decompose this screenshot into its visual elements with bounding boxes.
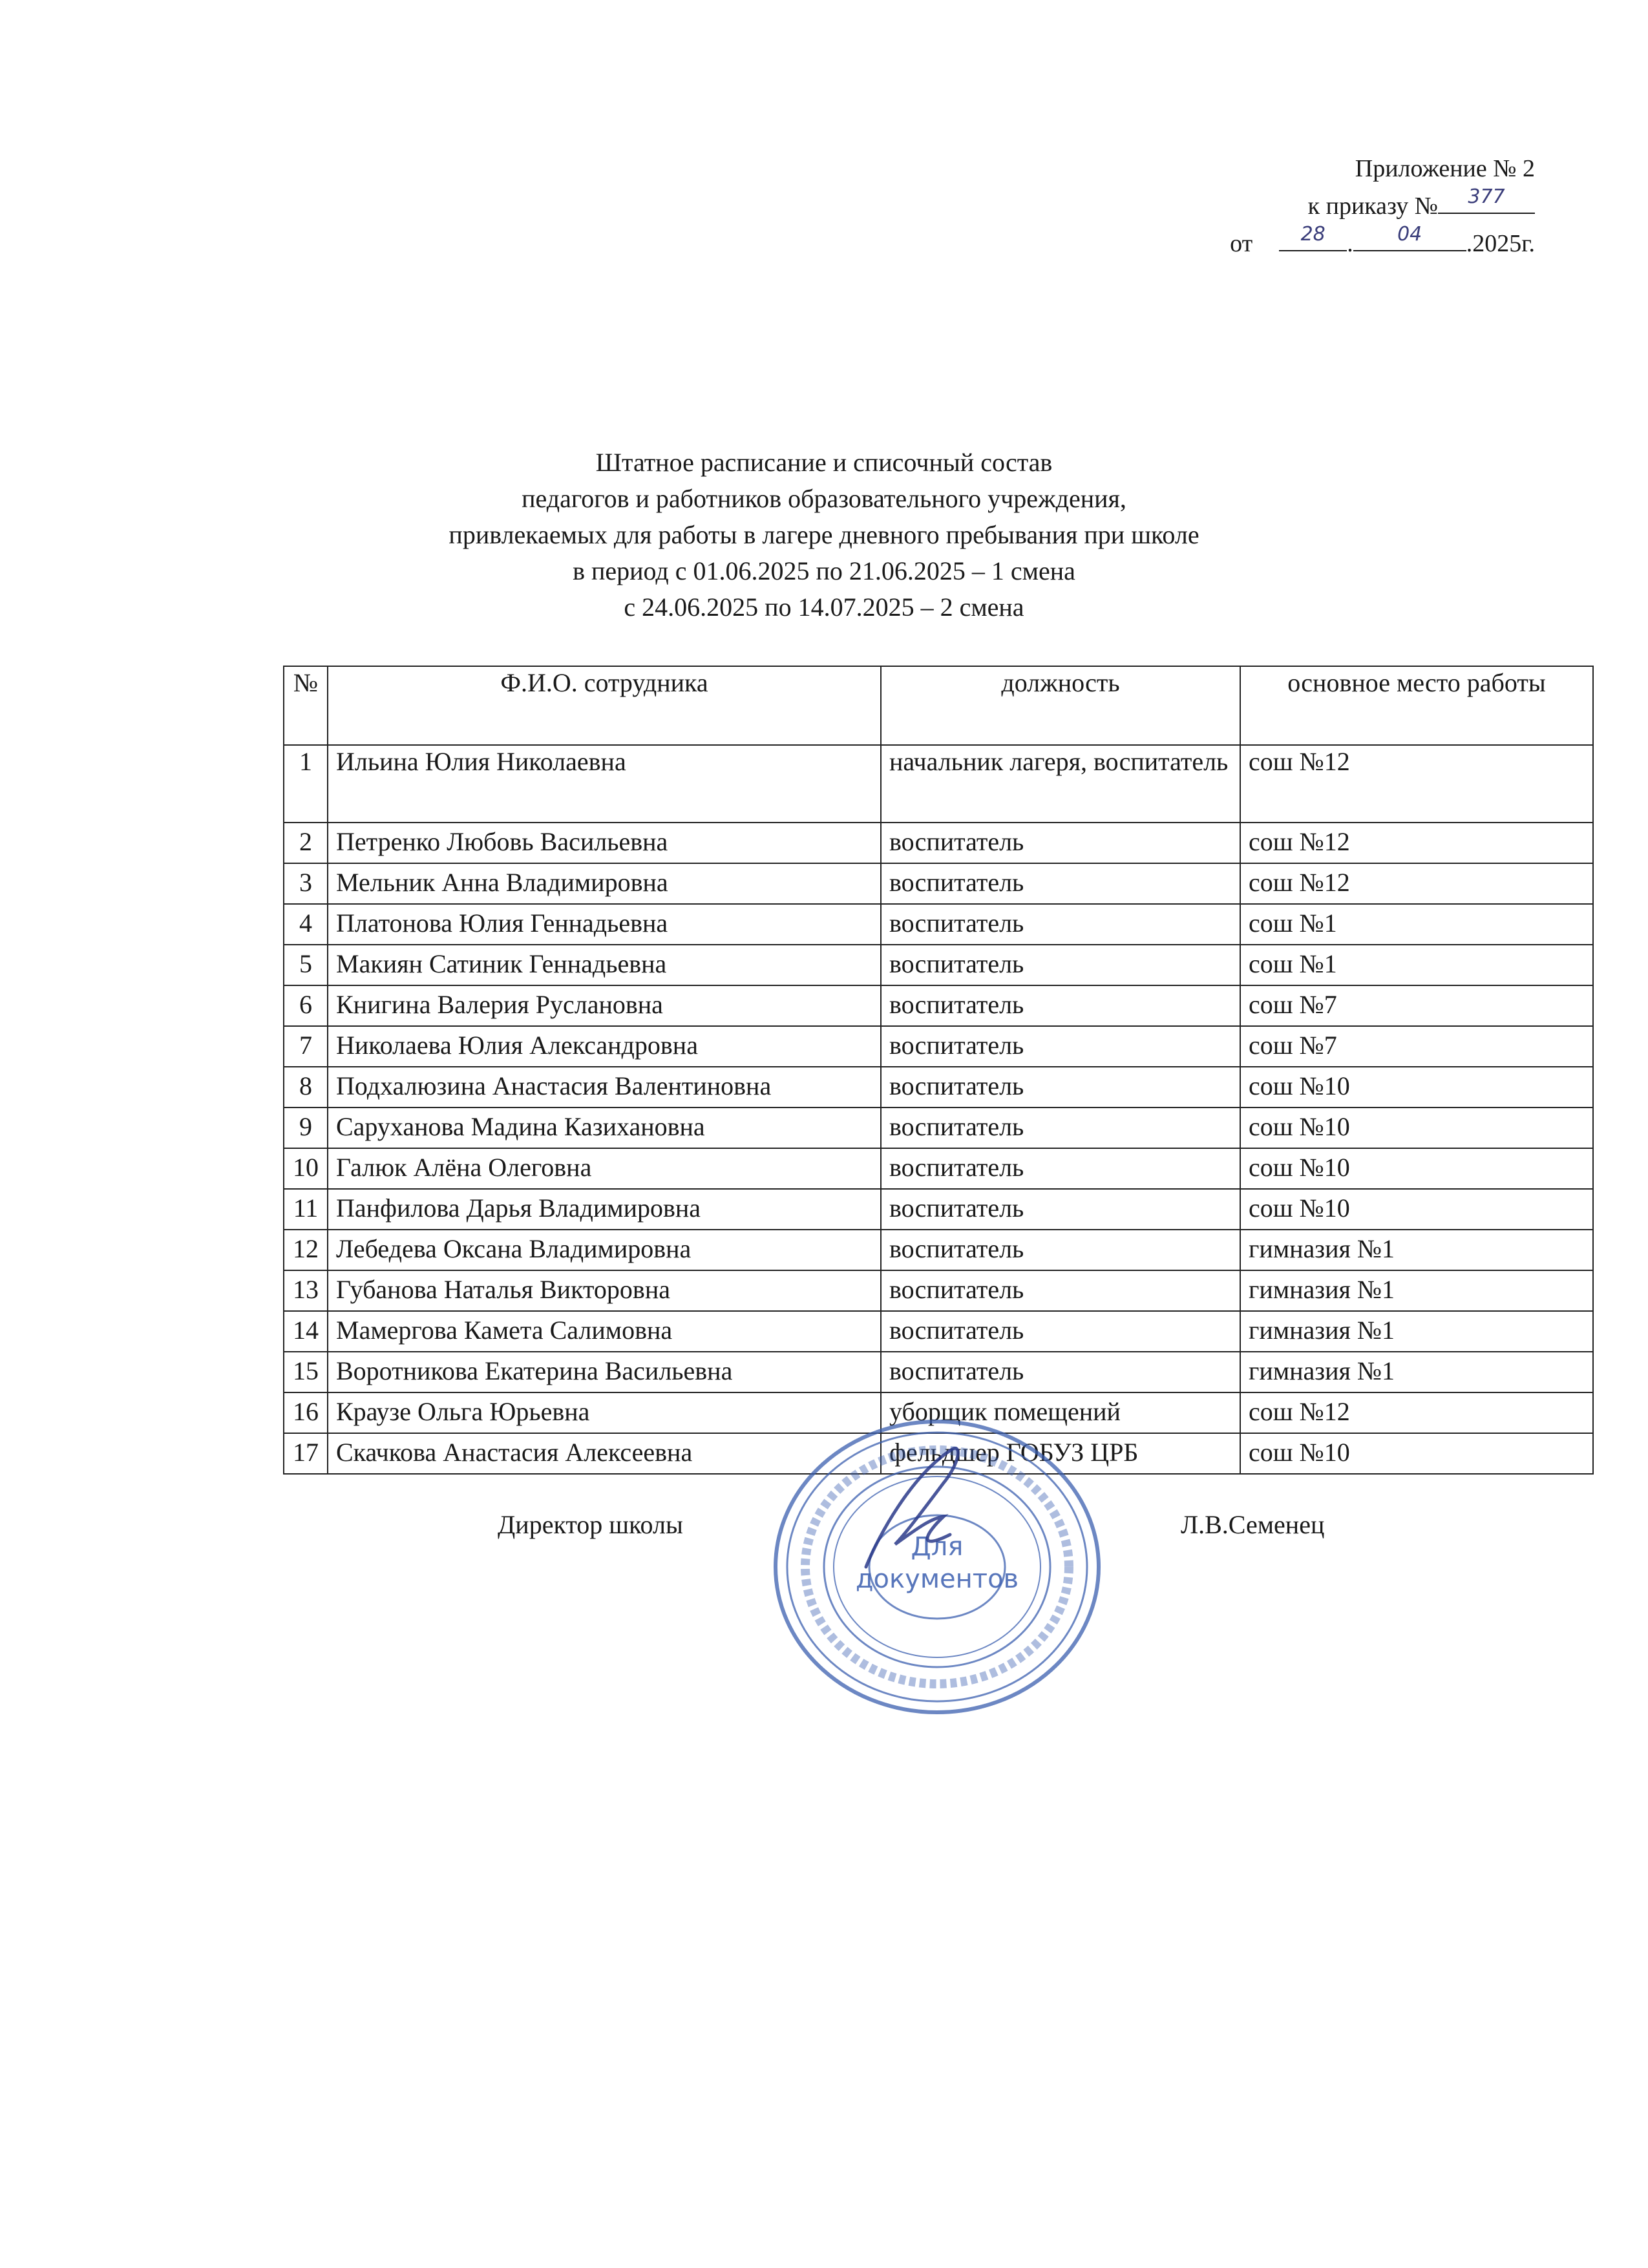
table-row — [284, 1148, 1593, 1189]
row-name: Петренко Любовь Васильевна — [328, 823, 881, 863]
row-position: уборщик помещений — [881, 1392, 1240, 1433]
row-position: фельдшер ГОБУЗ ЦРБ — [881, 1433, 1240, 1474]
day-blank — [1279, 223, 1347, 251]
staff-table — [283, 666, 1594, 1475]
row-workplace: сош №7 — [1240, 985, 1593, 1026]
row-number: 3 — [284, 863, 328, 904]
table-header-row — [284, 666, 1593, 745]
row-name: Скачкова Анастасия Алексеевна — [328, 1433, 881, 1474]
day-handwritten: 28 — [1300, 223, 1326, 246]
table-row — [284, 1108, 1593, 1148]
table-row — [284, 945, 1593, 985]
table-row — [284, 745, 1593, 823]
row-name: Книгина Валерия Руслановна — [328, 985, 881, 1026]
signature-role: Директор школы — [498, 1510, 683, 1539]
row-position: воспитатель — [881, 985, 1240, 1026]
row-name: Саруханова Мадина Казихановна — [328, 1108, 881, 1148]
table-body — [284, 745, 1593, 1474]
row-workplace: сош №12 — [1240, 823, 1593, 863]
row-workplace: сош №10 — [1240, 1148, 1593, 1189]
row-position: воспитатель — [881, 945, 1240, 985]
row-number: 15 — [284, 1352, 328, 1392]
row-number: 1 — [284, 745, 328, 823]
table-row — [284, 1189, 1593, 1230]
row-workplace: сош №12 — [1240, 1392, 1593, 1433]
header-number: № — [284, 666, 328, 745]
row-position: начальник лагеря, воспитатель — [881, 745, 1240, 823]
row-position: воспитатель — [881, 823, 1240, 863]
signature-name: Л.В.Семенец — [1181, 1510, 1325, 1539]
row-name: Губанова Наталья Викторовна — [328, 1270, 881, 1311]
heading-line-1: Штатное расписание и списочный состав — [595, 448, 1053, 477]
row-name: Платонова Юлия Геннадьевна — [328, 904, 881, 945]
appendix-title: Приложение № 2 — [1355, 155, 1535, 182]
row-number: 2 — [284, 823, 328, 863]
row-position: воспитатель — [881, 863, 1240, 904]
row-workplace: сош №1 — [1240, 945, 1593, 985]
table-row — [284, 1311, 1593, 1352]
row-number: 6 — [284, 985, 328, 1026]
row-workplace: гимназия №1 — [1240, 1230, 1593, 1270]
header-workplace: основное место работы — [1240, 666, 1593, 745]
table-row — [284, 1352, 1593, 1392]
table-row — [284, 823, 1593, 863]
date-prefix: от — [1230, 230, 1253, 257]
row-number: 8 — [284, 1067, 328, 1108]
row-position: воспитатель — [881, 1026, 1240, 1067]
row-position: воспитатель — [881, 1311, 1240, 1352]
row-number: 9 — [284, 1108, 328, 1148]
row-number: 13 — [284, 1270, 328, 1311]
row-workplace: сош №12 — [1240, 745, 1593, 823]
row-number: 16 — [284, 1392, 328, 1433]
month-blank — [1353, 223, 1466, 251]
row-name: Мамергова Камета Салимовна — [328, 1311, 881, 1352]
appendix-block — [1083, 152, 1535, 260]
table-row — [284, 1067, 1593, 1108]
row-position: воспитатель — [881, 1230, 1240, 1270]
row-position: воспитатель — [881, 904, 1240, 945]
document-heading — [0, 445, 1648, 625]
row-name: Ильина Юлия Николаевна — [328, 745, 881, 823]
row-workplace: сош №12 — [1240, 863, 1593, 904]
row-position: воспитатель — [881, 1352, 1240, 1392]
row-name: Краузе Ольга Юрьевна — [328, 1392, 881, 1433]
heading-line-4: в период с 01.06.2025 по 21.06.2025 – 1 смена — [573, 556, 1075, 585]
row-position: воспитатель — [881, 1270, 1240, 1311]
row-number: 5 — [284, 945, 328, 985]
row-name: Галюк Алёна Олеговна — [328, 1148, 881, 1189]
row-workplace: гимназия №1 — [1240, 1352, 1593, 1392]
order-number-blank — [1438, 185, 1535, 214]
row-workplace: сош №10 — [1240, 1433, 1593, 1474]
row-name: Макиян Сатиник Геннадьевна — [328, 945, 881, 985]
row-name: Николаева Юлия Александровна — [328, 1026, 881, 1067]
row-name: Мельник Анна Владимировна — [328, 863, 881, 904]
year-suffix: .2025г. — [1466, 230, 1535, 257]
stamp-center-text-1: Для — [911, 1532, 964, 1562]
table-row — [284, 985, 1593, 1026]
row-workplace: сош №10 — [1240, 1108, 1593, 1148]
order-number-handwritten: 377 — [1468, 185, 1505, 208]
month-handwritten: 04 — [1397, 223, 1422, 246]
heading-line-2: педагогов и работников образовательного учреждения, — [522, 484, 1126, 513]
row-number: 11 — [284, 1189, 328, 1230]
table-row — [284, 1230, 1593, 1270]
row-position: воспитатель — [881, 1148, 1240, 1189]
header-name: Ф.И.О. сотрудника — [328, 666, 881, 745]
row-name: Воротникова Екатерина Васильевна — [328, 1352, 881, 1392]
row-position: воспитатель — [881, 1189, 1240, 1230]
table-row — [284, 1270, 1593, 1311]
row-workplace: сош №7 — [1240, 1026, 1593, 1067]
row-name: Лебедева Оксана Владимировна — [328, 1230, 881, 1270]
row-number: 17 — [284, 1433, 328, 1474]
row-position: воспитатель — [881, 1067, 1240, 1108]
row-number: 4 — [284, 904, 328, 945]
row-workplace: сош №10 — [1240, 1067, 1593, 1108]
header-position: должность — [881, 666, 1240, 745]
row-workplace: гимназия №1 — [1240, 1270, 1593, 1311]
row-number: 10 — [284, 1148, 328, 1189]
date-dot: . — [1347, 230, 1353, 257]
table-row — [284, 904, 1593, 945]
heading-line-3: привлекаемых для работы в лагере дневного пребывания при школе — [449, 520, 1199, 549]
row-position: воспитатель — [881, 1108, 1240, 1148]
table-row — [284, 863, 1593, 904]
table-row — [284, 1026, 1593, 1067]
stamp-center-text-2: документов — [855, 1564, 1019, 1594]
row-workplace: сош №1 — [1240, 904, 1593, 945]
row-number: 14 — [284, 1311, 328, 1352]
row-workplace: сош №10 — [1240, 1189, 1593, 1230]
heading-line-5: с 24.06.2025 по 14.07.2025 – 2 смена — [624, 593, 1024, 622]
row-number: 7 — [284, 1026, 328, 1067]
row-name: Подхалюзина Анастасия Валентиновна — [328, 1067, 881, 1108]
row-number: 12 — [284, 1230, 328, 1270]
row-workplace: гимназия №1 — [1240, 1311, 1593, 1352]
date-line — [1083, 223, 1535, 260]
row-name: Панфилова Дарья Владимировна — [328, 1189, 881, 1230]
table-row — [284, 1433, 1593, 1474]
order-prefix: к приказу № — [1307, 193, 1438, 220]
table-row — [284, 1392, 1593, 1433]
